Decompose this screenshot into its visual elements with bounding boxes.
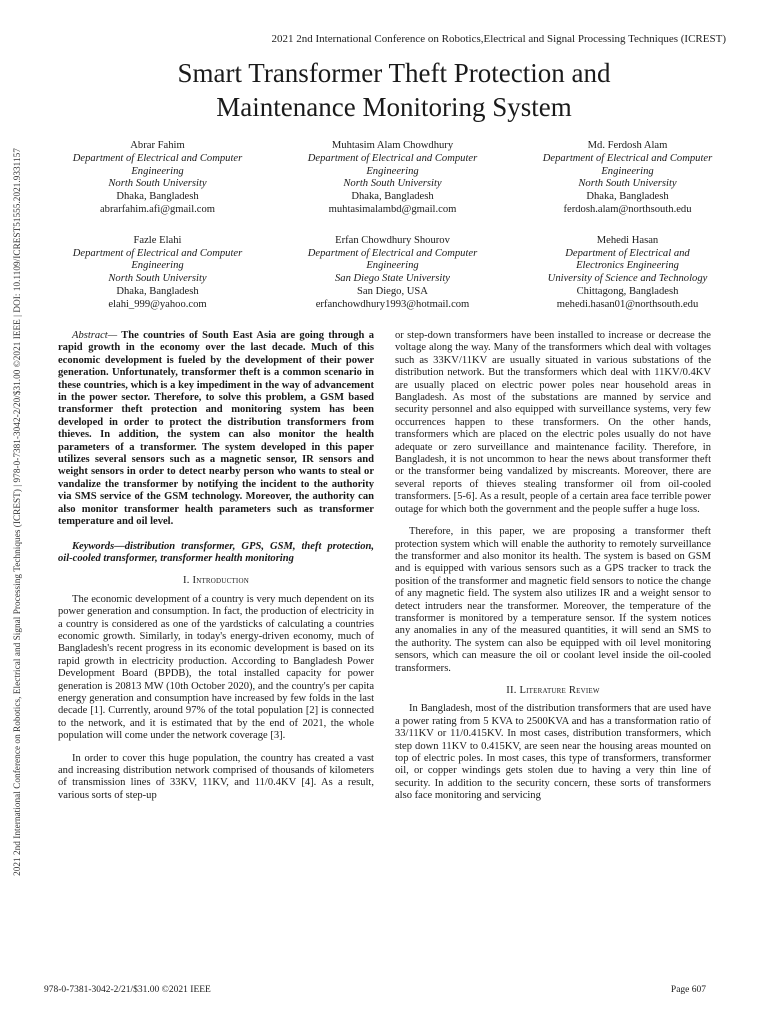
author-dept-cont: Electronics Engineering bbox=[576, 260, 679, 272]
keywords bbox=[58, 541, 374, 566]
intro-paragraph-3: Therefore, in this paper, we are proposing a transformer theft protection system which will enable the authority to remotely surveillance the transformer and also monitor its health. The system is based on GSM and is equipped with various sensors such as a GPS tracker to track the position of the transformer and magnetic field sensors to notice the change of any magnetic field. The system also utilizes IR and a weight sensor to detect intruders near the transformer. Moreover, the temperature of the transformer is monitored by a temperature sensor. If the system notices any anomalies in any of the measured quantities, it will send an SMS to the authority. The system can also be equipped with oil level monitoring sensors, which can measure the oil or coolant level inside the oil-cooled transformers. bbox=[395, 526, 711, 674]
author-dept-cont: Engineering bbox=[366, 260, 419, 272]
author-city: Dhaka, Bangladesh bbox=[351, 191, 434, 203]
abstract-label: Abstract— bbox=[72, 330, 118, 341]
author-dept-cont: Engineering bbox=[131, 260, 184, 272]
author-name: Md. Ferdosh Alam bbox=[587, 140, 668, 151]
author-name: Muhtasim Alam Chowdhury bbox=[331, 140, 454, 151]
author-block bbox=[275, 140, 510, 217]
author-university: North South University bbox=[108, 178, 207, 190]
author-dept: Department of Electrical and Computer bbox=[307, 247, 478, 259]
intro-paragraph-2: In order to cover this huge population, the country has created a vast and increasing distribution network comprised of thousands of kilometers of transmission lines of 33KV, 11KV, and 11/0.4KV [4]. As a result, various sorts of step-up bbox=[58, 752, 374, 801]
author-city: Dhaka, Bangladesh bbox=[116, 191, 199, 203]
author-block bbox=[275, 235, 510, 312]
author-name: Mehedi Hasan bbox=[596, 234, 659, 246]
left-column bbox=[58, 330, 374, 920]
author-dept: Department of Electrical and bbox=[565, 247, 690, 259]
abstract bbox=[58, 330, 374, 529]
keywords-body: distribution transformer, GPS, GSM, theft protection, oil-cooled transformer, transformer health monitoring bbox=[58, 540, 374, 564]
author-block bbox=[510, 235, 745, 312]
author-dept: Department of Electrical and Computer bbox=[72, 152, 243, 164]
footer-page-number: Page 607 bbox=[670, 985, 706, 995]
author-university: North South University bbox=[343, 178, 442, 190]
author-dept: Department of Electrical and Computer bbox=[72, 247, 243, 259]
abstract-body: The countries of South East Asia are going through a rapid growth in the economy over the last decade. Much of this economic development is fueled by the development of their power generation. Unfortunately, transformer theft is a common scenario in these countries, which is a key impediment in the way of advancement in the power sector. Therefore, to solve this problem, a GSM based transformer theft protection and monitoring system has been developed in order to protect the distribution transformers from thieves. In addition, the system can also monitor the health parameters of a transformer. The system developed in this paper utilizes several sensors such as a magnetic sensor, IR sensors and weight sensors in order to detect nearby person who wants to steal or vandalize the transformer by notifying the incident to the authority via SMS service of the GSM technology. Moreover, the authority can also monitor transformer health parameters such as transformer temperature and oil level. bbox=[58, 330, 374, 528]
author-name: Fazle Elahi bbox=[133, 234, 182, 246]
side-doi-text: 2021 2nd International Conference on Robotics, Electrical and Signal Processing Techniques (ICREST) | 978-0-7381-3042-2/20/$31.00 ©2021 IEEE | DOI: 10.1109/ICREST51555.2021.9331157 bbox=[12, 148, 23, 876]
keywords-label: Keywords— bbox=[72, 540, 125, 552]
author-email[interactable]: abrarfahim.afi@gmail.com bbox=[99, 203, 216, 215]
author-email[interactable]: erfanchowdhury1993@hotmail.com bbox=[315, 298, 470, 310]
author-dept-cont: Engineering bbox=[601, 165, 654, 177]
footer-copyright: 978-0-7381-3042-2/21/$31.00 ©2021 IEEE bbox=[44, 985, 211, 995]
author-university: North South University bbox=[108, 273, 207, 285]
author-city: Dhaka, Bangladesh bbox=[116, 285, 199, 297]
author-city: Dhaka, Bangladesh bbox=[586, 191, 669, 203]
author-university: North South University bbox=[578, 178, 677, 190]
intro-paragraph-2-cont: or step-down transformers have been installed to increase or decrease the voltage along the way. Many of the transformers which deal with voltages such as 33KV/11KV are usually situated in various substations of the distribution network. But the transformers which deal with 11KV/0.4KV are usually placed on electric power poles near household areas in Bangladesh. As most of the substations are manned by service and security personnel and also equipped with surveillance systems, very few occurrences happen to these transformers. On the other hands, transformers which are placed on the electric poles usually do not have adequate or zero surveillance and maintenance facility. Therefore, in Bangladesh, it is not uncommon to hear the news about transformer theft or the transformer being vandalized by miscreants. Moreover, there are several reports of thieves stealing transformer oil from oil-cooled transformers. [5-6]. As a result, people of a certain area face terrible power outage for which both the government and the people suffer a huge loss. bbox=[395, 330, 711, 515]
author-block bbox=[40, 235, 275, 312]
author-university: University of Science and Technology bbox=[547, 273, 708, 285]
author-dept: Department of Electrical and Computer bbox=[307, 152, 478, 164]
author-block bbox=[510, 140, 745, 217]
author-email[interactable]: elahi_999@yahoo.com bbox=[108, 298, 207, 310]
side-doi-strip bbox=[2, 0, 32, 1024]
author-dept: Department of Electrical and Computer bbox=[542, 152, 713, 164]
intro-paragraph-1: The economic development of a country is very much dependent on its power generation and consumption. In fact, the production of electricity in a country is considered as one of the yardsticks of calculating a countries economic growth. Similarly, in today's energy-driven economy, much of Bangladesh's recent progress in its economic development is based on its rapid growth in electricity production. According to Bangladesh Power Development Board (BPDB), the total installed capacity for power generation is 20813 MW (10th October 2020), and the country's per capita energy generation and consumption have increased by few folds in the last decade [1]. Currently, around 97% of the total population [2] is connected to the network, and it is estimated that by the end of 2021, the whole population will come under the network coverage [3]. bbox=[58, 593, 374, 742]
author-email[interactable]: ferdosh.alam@northsouth.edu bbox=[563, 203, 692, 215]
author-city: San Diego, USA bbox=[357, 285, 428, 297]
author-dept-cont: Engineering bbox=[131, 165, 184, 177]
author-name: Abrar Fahim bbox=[130, 140, 185, 151]
author-city: Chittagong, Bangladesh bbox=[576, 285, 679, 297]
author-email[interactable]: mehedi.hasan01@northsouth.edu bbox=[556, 298, 699, 310]
author-university: San Diego State University bbox=[334, 273, 451, 285]
author-name: Erfan Chowdhury Shourov bbox=[335, 234, 450, 246]
title-line-1: Smart Transformer Theft Protection and bbox=[177, 58, 611, 88]
author-block bbox=[40, 140, 275, 217]
author-email[interactable]: muhtasimalambd@gmail.com bbox=[328, 203, 457, 215]
section-heading-introduction: I. Introduction bbox=[183, 575, 249, 587]
author-dept-cont: Engineering bbox=[366, 165, 419, 177]
title-line-2: Maintenance Monitoring System bbox=[216, 92, 572, 122]
section-heading-literature-review: II. Literature Review bbox=[506, 684, 600, 696]
author-list bbox=[40, 140, 745, 312]
literature-paragraph-1: In Bangladesh, most of the distribution transformers that are used have a power rating from 5 KVA to 2500KVA and has a transformation ratio of 33/11KV or 11/0.415KV. In most cases, distribution transformers, which step down 11KV to 0.415KV, are seen near the housing areas mounted on top of electric poles. In most cases, this type of transformers, transformer oil, or copper windings gets stolen due to having a very thin line of security. In addition to the security concern, these sorts of transformers also face monitoring and servicing bbox=[395, 703, 711, 802]
conference-header: 2021 2nd International Conference on Robotics,Electrical and Signal Processing Techniques (ICREST) bbox=[271, 33, 726, 45]
paper-title bbox=[60, 56, 728, 124]
right-column bbox=[395, 330, 711, 920]
